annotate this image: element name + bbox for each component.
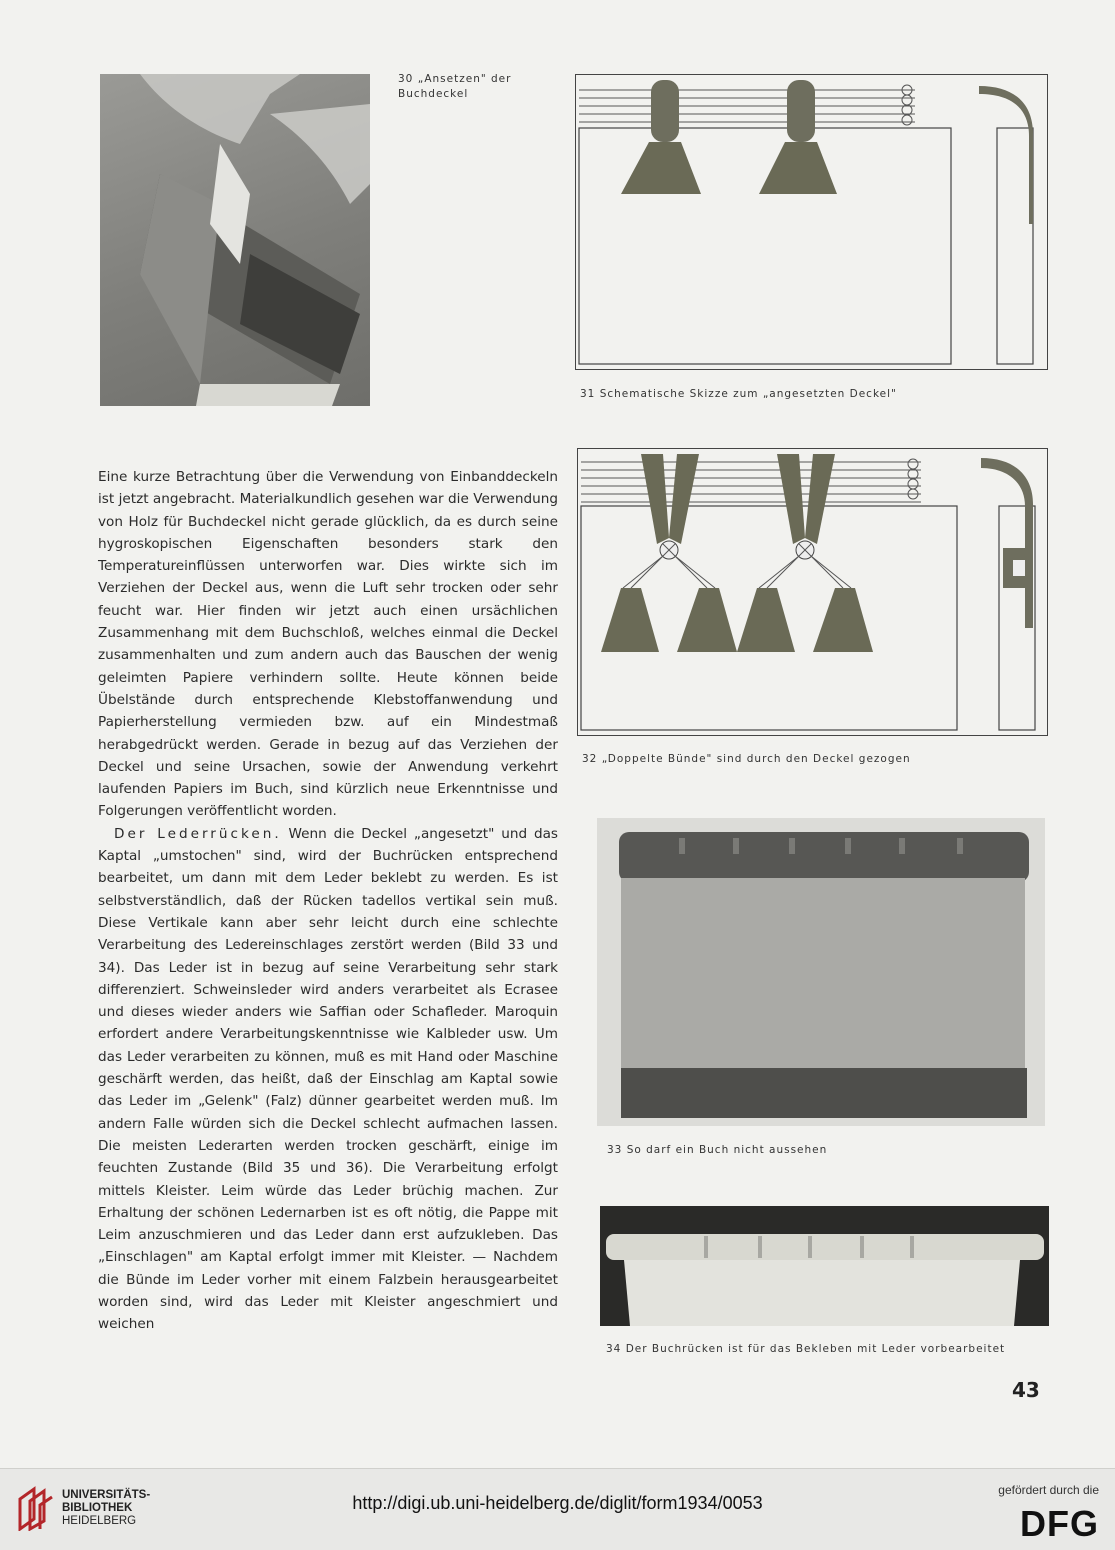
diagram-31-sketch (575, 74, 1048, 370)
photo-30-hands-book (100, 74, 370, 406)
photo-30-illustration (100, 74, 370, 406)
source-url[interactable]: http://digi.ub.uni-heidelberg.de/diglit/form1934/0053 (352, 1493, 763, 1513)
paragraph-2-text: Wenn die Deckel „angesetzt" und das Kaptal „umstochen" sind, wird der Buchrücken entsprechend bearbeitet, um dann mit dem Leder beklebt zu werden. Es ist selbstverständlich, daß der Rücken tadellos vertikal sein muß. Diese Vertikale kann aber sehr leicht durch eine schlechte Verarbeitung des Ledereinschlages zerstört werden (Bild 33 und 34). Das Leder ist in bezug auf seine Verarbeitung sehr stark differenziert. Schweinsleder wird anders verarbeitet als Ecrasee und dieses wieder anders wie Saffian oder Schafleder. Maroquin erfordert andere Verarbeitungskenntnisse wie Kalbleder usw. Um das Leder verarbeiten zu können, muß es mit Hand oder Maschine geschärft werden, das heißt, daß der Einschlag am Kaptal sowie das Leder im „Gelenk" (Falz) dünner gearbeitet werden muß. Im andern Falle würden sich die Deckel schlecht aufmachen lassen. Die meisten Lederarten werden trocken geschärft, einige im feuchten Zustande (Bild 35 und 36). Die Verarbeitung erfolgt mittels Kleister. Leim würde das Leder brüchig machen. Zur Erhaltung der schönen Ledernarben ist es oft nötig, die Pappe mit Leim anzuschmieren und das Leder dann erst aufzukleben. Das „Einschlagen" am Kaptal erfolgt immer mit Kleister. — Nachdem die Bünde im Leder vorher mit einem Falzbein herausgearbeitet worden sind, wird das Leder mit Kleister angeschmiert und weichen (98, 825, 558, 1333)
photo-34-prepared-spine (600, 1206, 1049, 1326)
library-name-line2: BIBLIOTHEK (62, 1502, 133, 1514)
caption-30 (398, 72, 538, 102)
diagram-32-sketch (577, 448, 1048, 736)
caption-34-text: 34 Der Buchrücken ist für das Bekleben mit Leder vorbearbeitet (606, 1343, 1006, 1355)
caption-32-text: 32 „Doppelte Bünde" sind durch den Deckel gezogen (582, 753, 911, 765)
photo-34-illustration (600, 1206, 1049, 1326)
paragraph-2-lead: Der Lederrücken. (114, 825, 282, 842)
photo-33-bad-book (597, 818, 1045, 1126)
caption-33-text: 33 So darf ein Buch nicht aussehen (607, 1144, 828, 1156)
footer-bar (0, 1468, 1115, 1550)
diagram-32-double-cords (577, 448, 1048, 736)
caption-31-text: 31 Schematische Skizze zum „angesetzten Deckel" (580, 388, 897, 400)
caption-32 (582, 752, 1042, 767)
library-name-line3: HEIDELBERG (62, 1515, 137, 1527)
diagram-31-attached-cover (575, 74, 1048, 370)
body-text (98, 466, 558, 1336)
page-number: 43 (1012, 1378, 1040, 1402)
dfg-logo: DFG (1020, 1503, 1099, 1544)
paragraph-1: Eine kurze Betrachtung über die Verwendung von Einbanddeckeln ist jetzt angebracht. Materialkundlich gesehen war die Verwendung von Holz für Buchdeckel nicht gerade glücklich, da es durch seine hygroskopischen Eigenschaften besonders stark den Temperatureinflüssen unterworfen war. Dies wirkte sich im Verziehen der Deckel aus, wenn die Luft sehr trocken oder sehr feucht war. Hier finden wir jetzt auch einen ursächlichen Zusammenhang mit dem Buchschloß, welches einmal die Deckel zusammenhalten und zum andern auch das Bauschen der wenig geleimten Papiere verhindern sollte. Heute können beide Übelstände durch entsprechende Klebstoffanwendung und Papierherstellung vermieden bzw. auf ein Mindestmaß herabgedrückt werden. Gerade in bezug auf das Verziehen der Deckel und seine Ursachen, sowie der Anwendung verkehrt laufenden Papiers im Buch, sind kürzlich neue Erkenntnisse und Folgerungen veröffentlicht worden. (98, 469, 558, 820)
funder-text: gefördert durch die (998, 1483, 1099, 1497)
paragraph-2 (98, 823, 558, 1336)
photo-33-illustration (597, 818, 1045, 1126)
caption-34 (606, 1342, 1046, 1357)
caption-33 (607, 1143, 1037, 1158)
library-name-line1: UNIVERSITÄTS- (62, 1489, 151, 1501)
caption-30-text: 30 „Ansetzen" der Buchdeckel (398, 73, 512, 100)
caption-31 (580, 387, 1040, 402)
